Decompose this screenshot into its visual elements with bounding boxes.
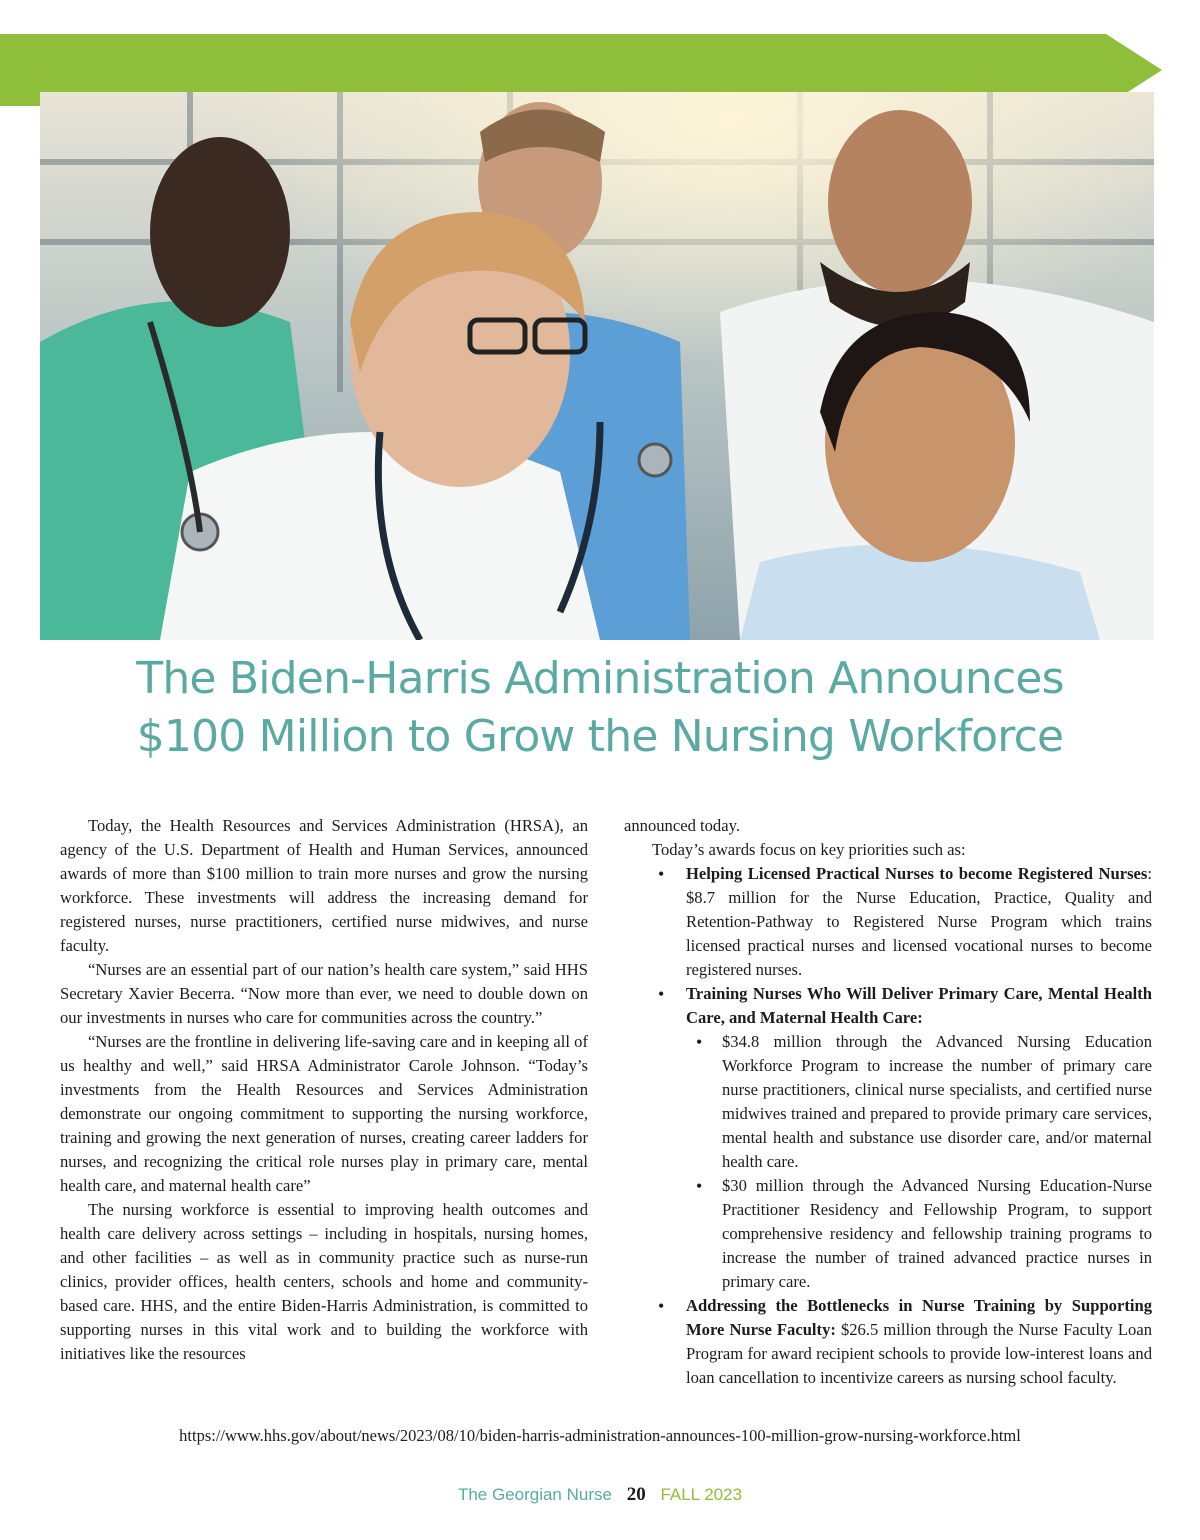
paragraph-continuation: announced today. (624, 816, 740, 835)
priorities-list (624, 862, 1152, 1030)
paragraph-becerra-quote: “Nurses are an essential part of our nation’s health care system,” said HHS Secretary Xavier Becerra. “Now more than ever, we need to double down on our investments in nurses who care for communities across the country.” (60, 960, 588, 1027)
issue-label: FALL 2023 (660, 1485, 743, 1504)
sub-list-item: • $34.8 million through the Advanced Nursing Education Workforce Program to increase the number of primary care nurse practitioners, clinical nurse specialists, and certified nurse midwives trained and prepared to provide primary care services, mental health and substance use disorder care, and/or maternal health care. (686, 1030, 1152, 1174)
paragraph-intro: Today, the Health Resources and Services Administration (HRSA), an agency of the U.S. Department of Health and Human Services, announced awards of more than $100 million to train more nurses and grow the nursing workforce. These investments will address the increasing demand for registered nurses, nurse practitioners, certified nurse midwives, and nurse faculty. (60, 816, 588, 955)
list-item (624, 982, 1152, 1030)
page-footer (0, 1484, 1200, 1506)
list-item (624, 1294, 1152, 1390)
bullet-heading: Helping Licensed Practical Nurses to become Registered Nurses (686, 864, 1148, 883)
left-column (60, 814, 588, 1366)
bullet-heading: Addressing the Bottlenecks in Nurse Training by Supporting More Nurse Faculty: (686, 1296, 1152, 1339)
headline-line-2: $100 Million to Grow the Nursing Workforce (136, 711, 1064, 762)
article-headline (0, 650, 1200, 766)
bullet-text: : $8.7 million for the Nurse Education, Practice, Quality and Retention-Pathway to Registered Nurse Program which trains licensed practical nurses and licensed vocational nurses to become registered nurses. (686, 864, 1152, 979)
list-item (624, 862, 1152, 982)
right-column (624, 814, 1152, 1390)
nurses-photo (40, 92, 1154, 640)
paragraph-johnson-quote: “Nurses are the frontline in delivering life-saving care and in keeping all of us healthy and well,” said HRSA Administrator Carole Johnson. “Today’s investments from the Health Resources and Services Administration demonstrate our ongoing commitment to supporting the nursing workforce, training and growing the next generation of nurses, creating career ladders for nurses, and recognizing the critical role nurses play in primary care, mental health care, and maternal health care” (60, 1032, 588, 1195)
page-number: 20 (626, 1484, 646, 1505)
sub-list (624, 1030, 1152, 1294)
headline-line-1: The Biden-Harris Administration Announces (136, 653, 1064, 704)
bullet-text: $26.5 million through the Nurse Faculty Loan Program for award recipient schools to provide low-interest loans and loan cancellation to incentivize careers as nursing school faculty. (686, 1320, 1152, 1387)
source-url: https://www.hhs.gov/about/news/2023/08/10/biden-harris-administration-announces-100-million-grow-nursing-workforce.html (179, 1426, 1021, 1445)
paragraph-priorities-intro: Today’s awards focus on key priorities such as: (652, 840, 966, 859)
priorities-list-continued (624, 1294, 1152, 1390)
magazine-name: The Georgian Nurse (457, 1485, 612, 1504)
paragraph-workforce: The nursing workforce is essential to improving health outcomes and health care delivery across settings – including in hospitals, nursing homes, and other facilities – as well as in community practice such as nurse-run clinics, provider offices, health centers, schools and home and community-based care. HHS, and the entire Biden-Harris Administration, is committed to supporting nurses in this vital work and to building the workforce with initiatives like the resources (60, 1200, 588, 1363)
bullet-heading: Training Nurses Who Will Deliver Primary Care, Mental Health Care, and Maternal Health Care: (686, 984, 1152, 1027)
sub-list-item: • $30 million through the Advanced Nursing Education-Nurse Practitioner Residency and Fellowship Program, to support comprehensive residency and fellowship training programs to increase the number of trained advanced practice nurses in primary care. (686, 1174, 1152, 1294)
